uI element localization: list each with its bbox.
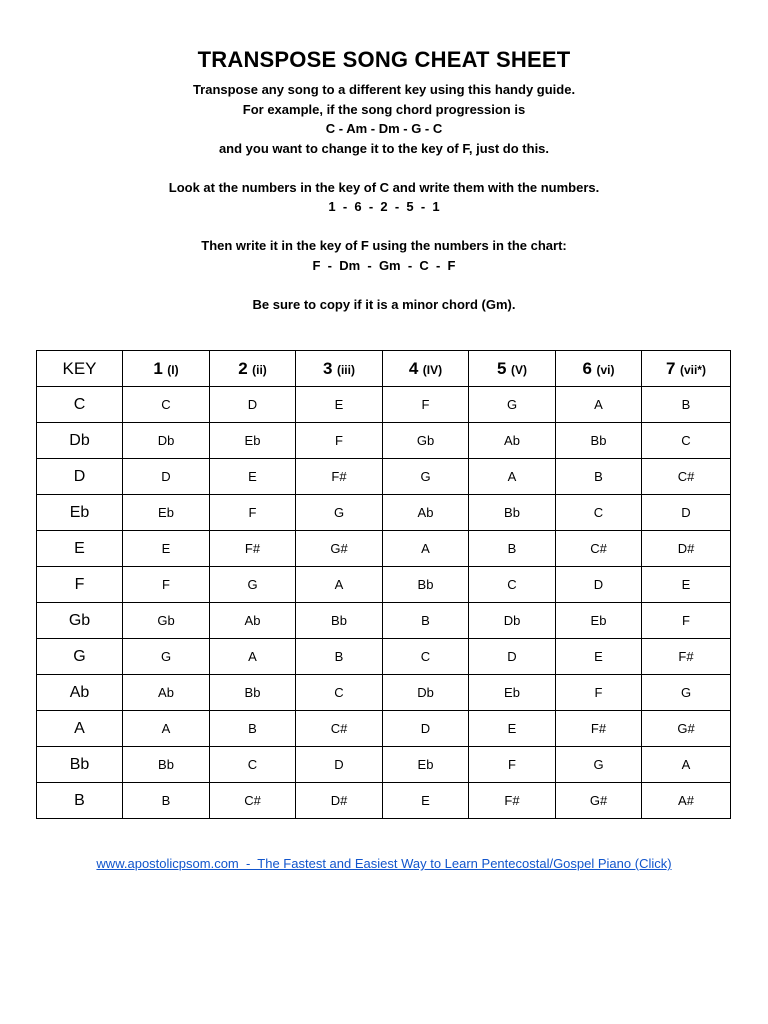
key-cell: C [37,387,123,423]
chord-cell: A# [642,783,731,819]
chord-cell: G [296,495,383,531]
chord-cell: B [210,711,296,747]
chord-cell: C [383,639,469,675]
chord-cell: F [642,603,731,639]
chord-cell: F [383,387,469,423]
key-cell: A [37,711,123,747]
chord-cell: D# [296,783,383,819]
chord-cell: Db [123,423,210,459]
chord-cell: D [210,387,296,423]
chord-cell: C [642,423,731,459]
chord-cell: A [556,387,642,423]
key-cell: E [37,531,123,567]
instruction-line: and you want to change it to the key of F, just do this. [218,140,550,156]
chord-cell: A [642,747,731,783]
degree-header: 2 (ii) [210,351,296,387]
chord-cell: G [383,459,469,495]
chord-cell: Bb [210,675,296,711]
chord-cell: Gb [383,423,469,459]
chord-cell: E [642,567,731,603]
chord-cell: C [210,747,296,783]
chord-cell: E [296,387,383,423]
table-row [37,783,731,819]
instruction-line: For example, if the song chord progression is [242,101,526,117]
chord-cell: D [642,495,731,531]
chord-cell: Bb [123,747,210,783]
table-row [37,711,731,747]
chord-cell: C [123,387,210,423]
footer-website-link[interactable]: www.apostolicpsom.com - The Fastest and Easiest Way to Learn Pentecostal/Gospel Piano (Click) [96,856,672,871]
table-row [37,675,731,711]
instruction-line: Be sure to copy if it is a minor chord (Gm). [252,296,516,312]
chart-header-row [37,351,731,387]
degree-header: 1 (I) [123,351,210,387]
table-row [37,567,731,603]
chord-cell: C# [210,783,296,819]
chord-cell: Eb [469,675,556,711]
chord-cell: A [296,567,383,603]
chord-cell: C# [642,459,731,495]
instruction-line: Then write it in the key of F using the numbers in the chart: [201,238,567,253]
chord-cell: G [210,567,296,603]
chord-cell: E [556,639,642,675]
chord-cell: A [210,639,296,675]
chord-cell: F# [469,783,556,819]
chord-cell: Ab [383,495,469,531]
chord-cell: F# [556,711,642,747]
table-row [37,639,731,675]
instructions [0,80,768,314]
chord-cell: C [296,675,383,711]
degree-header: 6 (vi) [556,351,642,387]
table-row [37,423,731,459]
chord-cell: Db [383,675,469,711]
chord-cell: F [210,495,296,531]
chord-cell: F# [296,459,383,495]
chord-cell: F# [210,531,296,567]
chord-cell: F# [642,639,731,675]
chord-cell: Eb [210,423,296,459]
chord-cell: B [469,531,556,567]
chord-cell: G [556,747,642,783]
degree-header: 4 (IV) [383,351,469,387]
example-numbers: 1 - 6 - 2 - 5 - 1 [328,199,440,214]
chord-cell: E [383,783,469,819]
chord-cell: F [296,423,383,459]
chord-cell: Eb [556,603,642,639]
chord-cell: B [642,387,731,423]
degree-header: 3 (iii) [296,351,383,387]
chord-cell: Gb [123,603,210,639]
chord-cell: B [556,459,642,495]
transpose-chart [36,350,731,819]
chord-cell: Ab [469,423,556,459]
instruction-line: Look at the numbers in the key of C and write them with the numbers. [168,179,600,195]
chord-cell: B [123,783,210,819]
chord-cell: D [123,459,210,495]
chord-cell: Db [469,603,556,639]
chord-cell: Eb [123,495,210,531]
page-title: TRANSPOSE SONG CHEAT SHEET [197,47,571,72]
chord-cell: A [469,459,556,495]
chord-cell: G [642,675,731,711]
key-cell: Db [37,423,123,459]
chord-cell: D# [642,531,731,567]
degree-header: 5 (V) [469,351,556,387]
spacer [0,275,768,295]
table-row [37,459,731,495]
chord-cell: Bb [469,495,556,531]
chord-cell: C [556,495,642,531]
chord-cell: Eb [383,747,469,783]
example-progression-c: C - Am - Dm - G - C [325,121,443,136]
table-row [37,603,731,639]
chord-cell: G# [642,711,731,747]
chord-cell: G# [296,531,383,567]
key-cell: F [37,567,123,603]
chord-cell: Bb [296,603,383,639]
chord-cell: A [123,711,210,747]
table-row [37,531,731,567]
key-column-header: KEY [37,351,123,387]
key-cell: G [37,639,123,675]
chord-cell: C# [296,711,383,747]
table-row [37,387,731,423]
spacer [0,158,768,178]
key-cell: Ab [37,675,123,711]
chord-cell: F [123,567,210,603]
chord-cell: Bb [556,423,642,459]
key-cell: Eb [37,495,123,531]
chord-cell: D [296,747,383,783]
chord-cell: E [469,711,556,747]
table-row [37,495,731,531]
chord-cell: Bb [383,567,469,603]
key-cell: B [37,783,123,819]
chord-cell: C# [556,531,642,567]
chord-cell: F [556,675,642,711]
chord-cell: G# [556,783,642,819]
degree-header: 7 (vii*) [642,351,731,387]
chord-cell: D [556,567,642,603]
example-progression-f: F - Dm - Gm - C - F [312,257,456,273]
chord-cell: D [469,639,556,675]
chord-cell: B [296,639,383,675]
key-cell: Bb [37,747,123,783]
chord-cell: Ab [210,603,296,639]
chord-cell: A [383,531,469,567]
chord-cell: G [123,639,210,675]
chord-cell: D [383,711,469,747]
instruction-line: Transpose any song to a different key using this handy guide. [192,82,576,97]
table-row [37,747,731,783]
chord-cell: C [469,567,556,603]
spacer [0,217,768,237]
key-cell: D [37,459,123,495]
key-cell: Gb [37,603,123,639]
chord-cell: G [469,387,556,423]
chord-cell: B [383,603,469,639]
chord-cell: F [469,747,556,783]
chord-cell: E [210,459,296,495]
chord-cell: Ab [123,675,210,711]
chord-cell: E [123,531,210,567]
